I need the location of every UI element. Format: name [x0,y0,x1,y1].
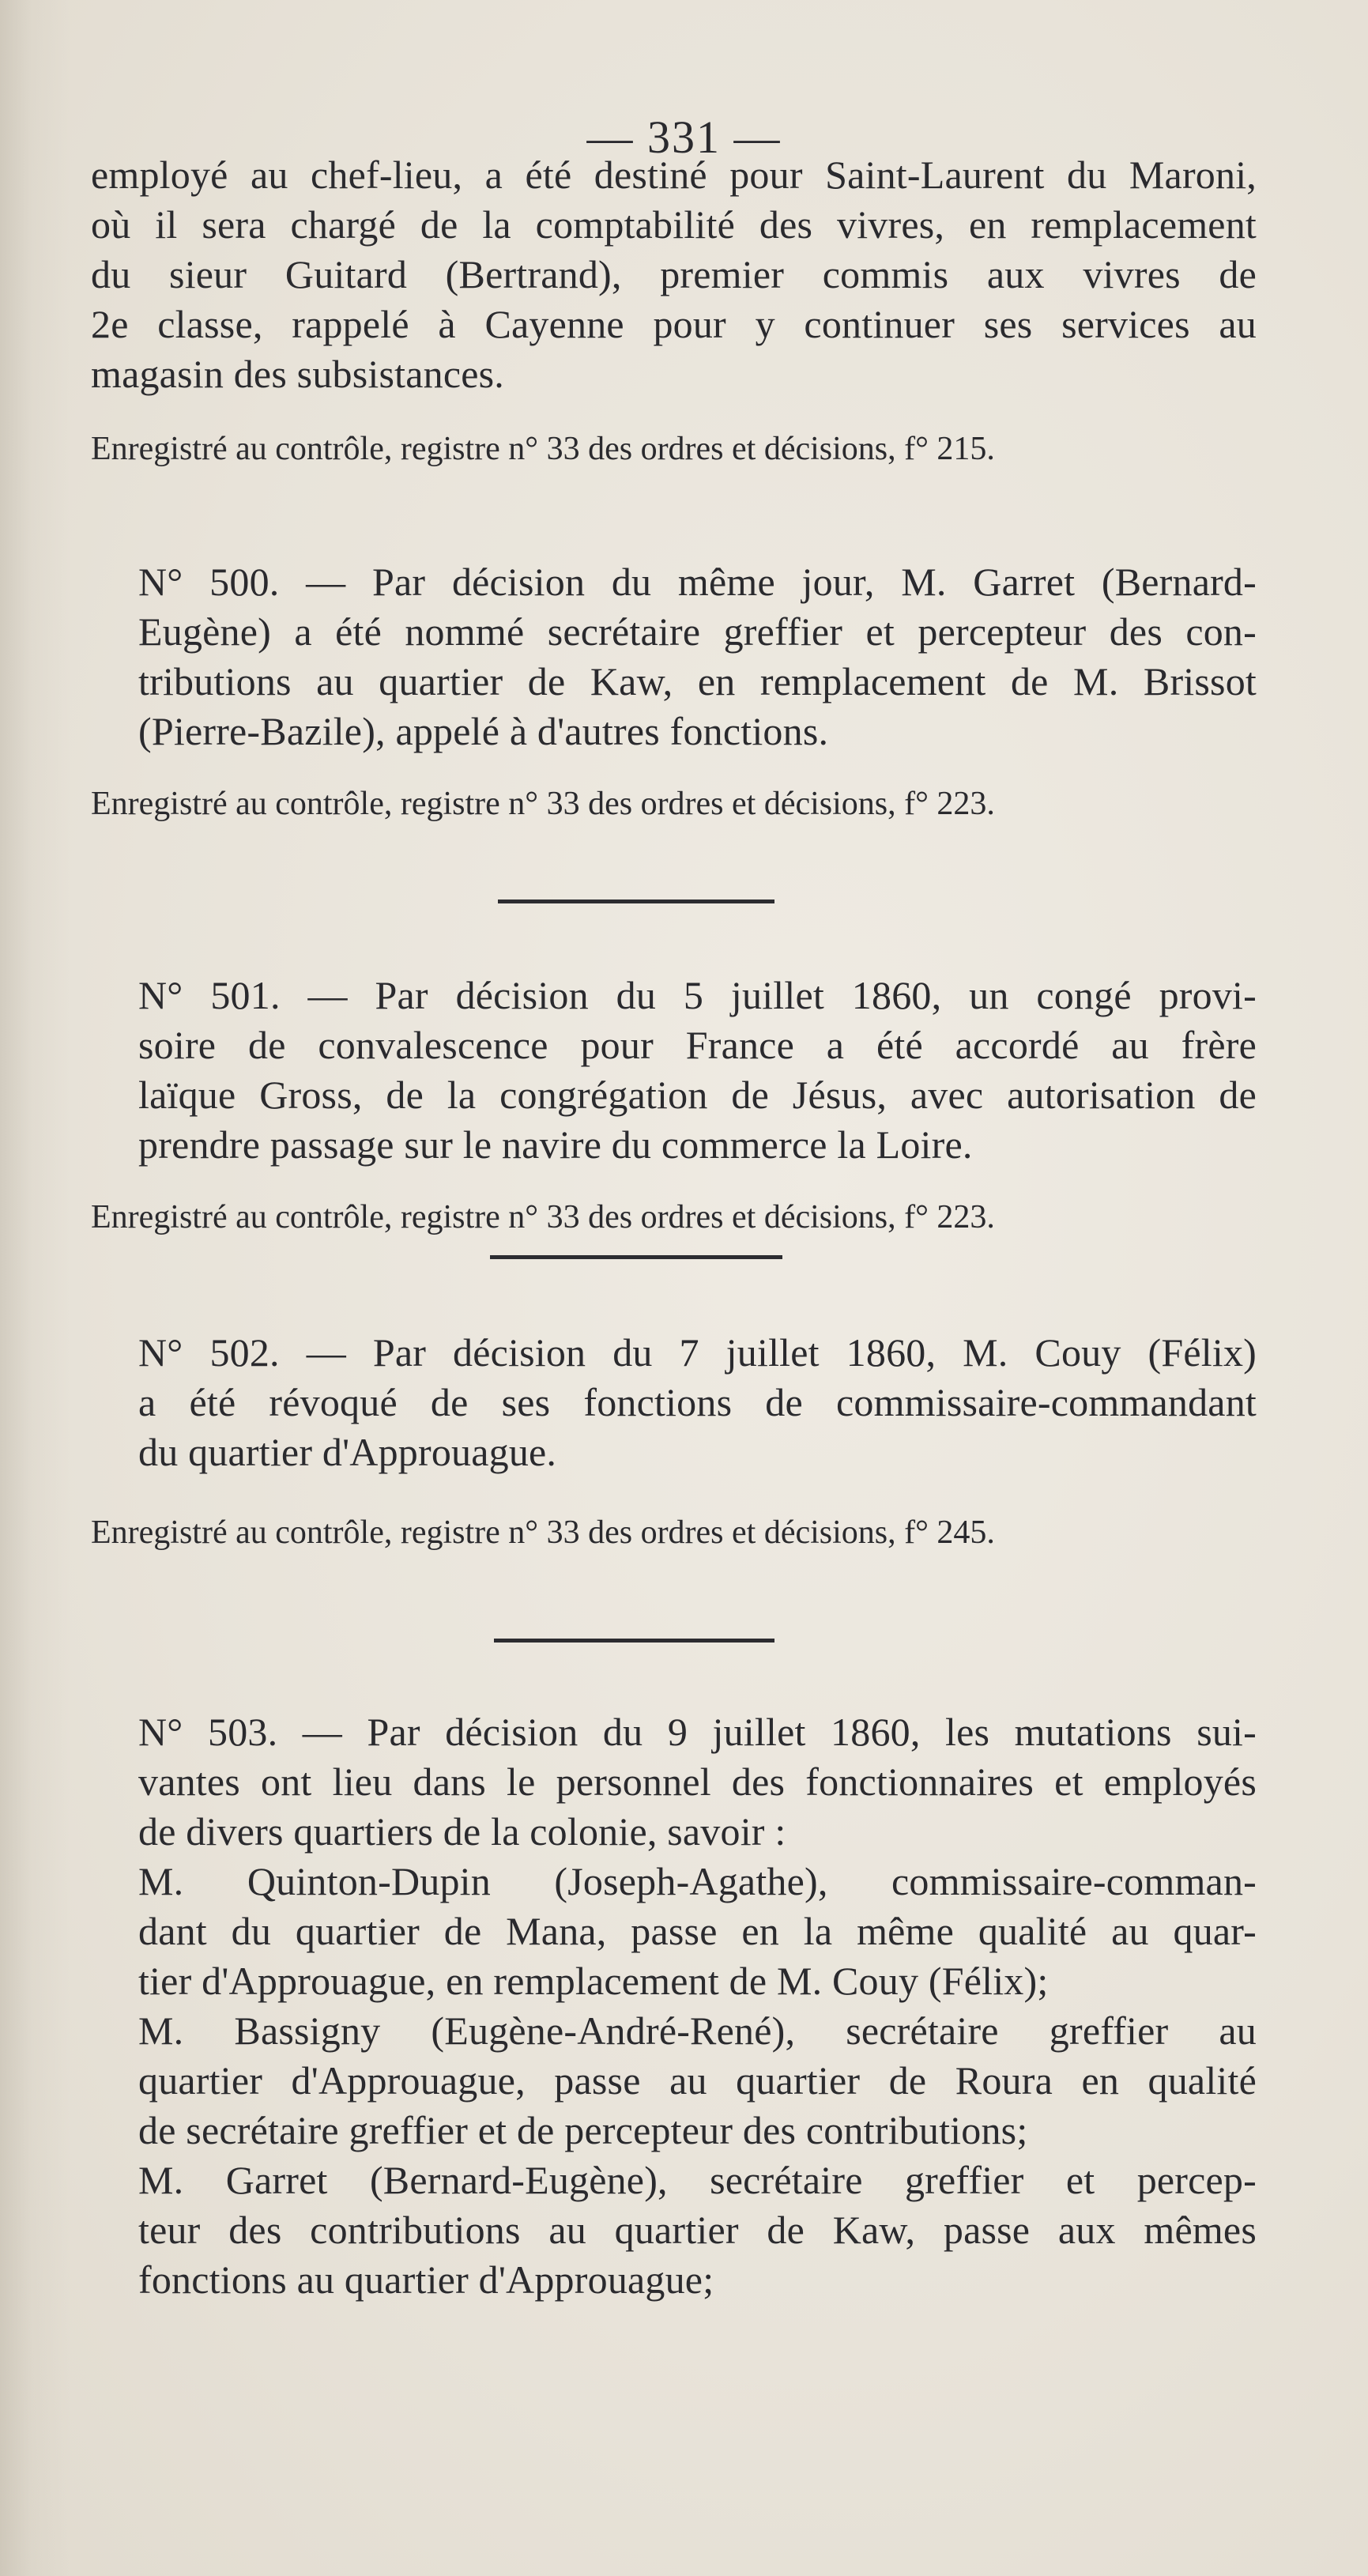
text-line: N° 501. — Par décision du 5 juillet 1860, un congé provi- [138,973,1257,1017]
text-line: (Pierre-Bazile), appelé à d'autres fonctions. [138,709,829,753]
decision-paragraph [91,1328,1257,1477]
text-line: fonctions au quartier d'Approuague; [138,2257,714,2302]
registry-note: Enregistré au contrôle, registre n° 33 des ordres et décisions, f° 223. [91,1199,995,1235]
text-line: N° 500. — Par décision du même jour, M. Garret (Bernard- [138,560,1257,604]
text-line: N° 503. — Par décision du 9 juillet 1860, les mutations sui- [138,1710,1257,1754]
separator-rule [498,900,774,903]
text-line: 2e classe, rappelé à Cayenne pour y continuer ses services au [91,302,1257,346]
text-line: employé au chef-lieu, a été destiné pour Saint-Laurent du Maroni, [91,153,1257,197]
intro-paragraph [91,150,1257,399]
text-line: N° 502. — Par décision du 7 juillet 1860, M. Couy (Félix) [138,1330,1257,1375]
text-line: prendre passage sur le navire du commerce la Loire. [138,1122,973,1167]
decision-503 [91,1707,1257,2305]
intro-section [91,150,1257,471]
registry-note: Enregistré au contrôle, registre n° 33 des ordres et décisions, f° 215. [91,431,995,467]
text-line: tributions au quartier de Kaw, en remplacement de M. Brissot [138,659,1257,703]
decision-paragraph [91,557,1257,756]
text-line: Eugène) a été nommé secrétaire greffier et percepteur des con- [138,609,1257,654]
text-line: de divers quartiers de la colonie, savoir : [138,1809,786,1854]
decision-502 [91,1328,1257,1555]
decision-paragraph [91,971,1257,1170]
text-line: soire de convalescence pour France a été accordé au frère [138,1023,1257,1067]
separator-rule [494,1639,774,1643]
text-line: tier d'Approuague, en remplacement de M. Couy (Félix); [138,1959,1049,2003]
text-line: M. Quinton-Dupin (Joseph-Agathe), commissaire-comman- [138,1859,1257,1903]
text-line: quartier d'Approuague, passe au quartier de Roura en qualité [138,2058,1257,2103]
text-line: a été révoqué de ses fonctions de commissaire-commandant [138,1380,1257,1424]
text-line: M. Garret (Bernard-Eugène), secrétaire greffier et percep- [138,2158,1257,2202]
mutation-paragraph [91,2155,1257,2305]
text-line: teur des contributions au quartier de Kaw, passe aux mêmes [138,2208,1257,2252]
mutation-paragraph [91,2006,1257,2155]
registry-note: Enregistré au contrôle, registre n° 33 des ordres et décisions, f° 245. [91,1514,995,1551]
decision-501 [91,971,1257,1239]
text-line: laïque Gross, de la congrégation de Jésus, avec autorisation de [138,1073,1257,1117]
text-line: de secrétaire greffier et de percepteur des contributions; [138,2108,1028,2152]
text-line: où il sera chargé de la comptabilité des vivres, en remplacement [91,202,1257,247]
text-line: du quartier d'Approuague. [138,1430,557,1474]
decision-paragraph [91,1707,1257,1857]
mutation-paragraph [91,1857,1257,2006]
page-number: — 331 — [586,111,782,163]
text-line: dant du quartier de Mana, passe en la même qualité au quar- [138,1909,1257,1953]
registry-note: Enregistré au contrôle, registre n° 33 des ordres et décisions, f° 223. [91,786,995,822]
text-line: magasin des subsistances. [91,352,504,396]
decision-500 [91,557,1257,826]
text-line: vantes ont lieu dans le personnel des fonctionnaires et employés [138,1759,1257,1804]
text-line: M. Bassigny (Eugène-André-René), secrétaire greffier au [138,2008,1257,2053]
separator-rule [490,1255,782,1259]
text-line: du sieur Guitard (Bertrand), premier commis aux vivres de [91,252,1257,296]
